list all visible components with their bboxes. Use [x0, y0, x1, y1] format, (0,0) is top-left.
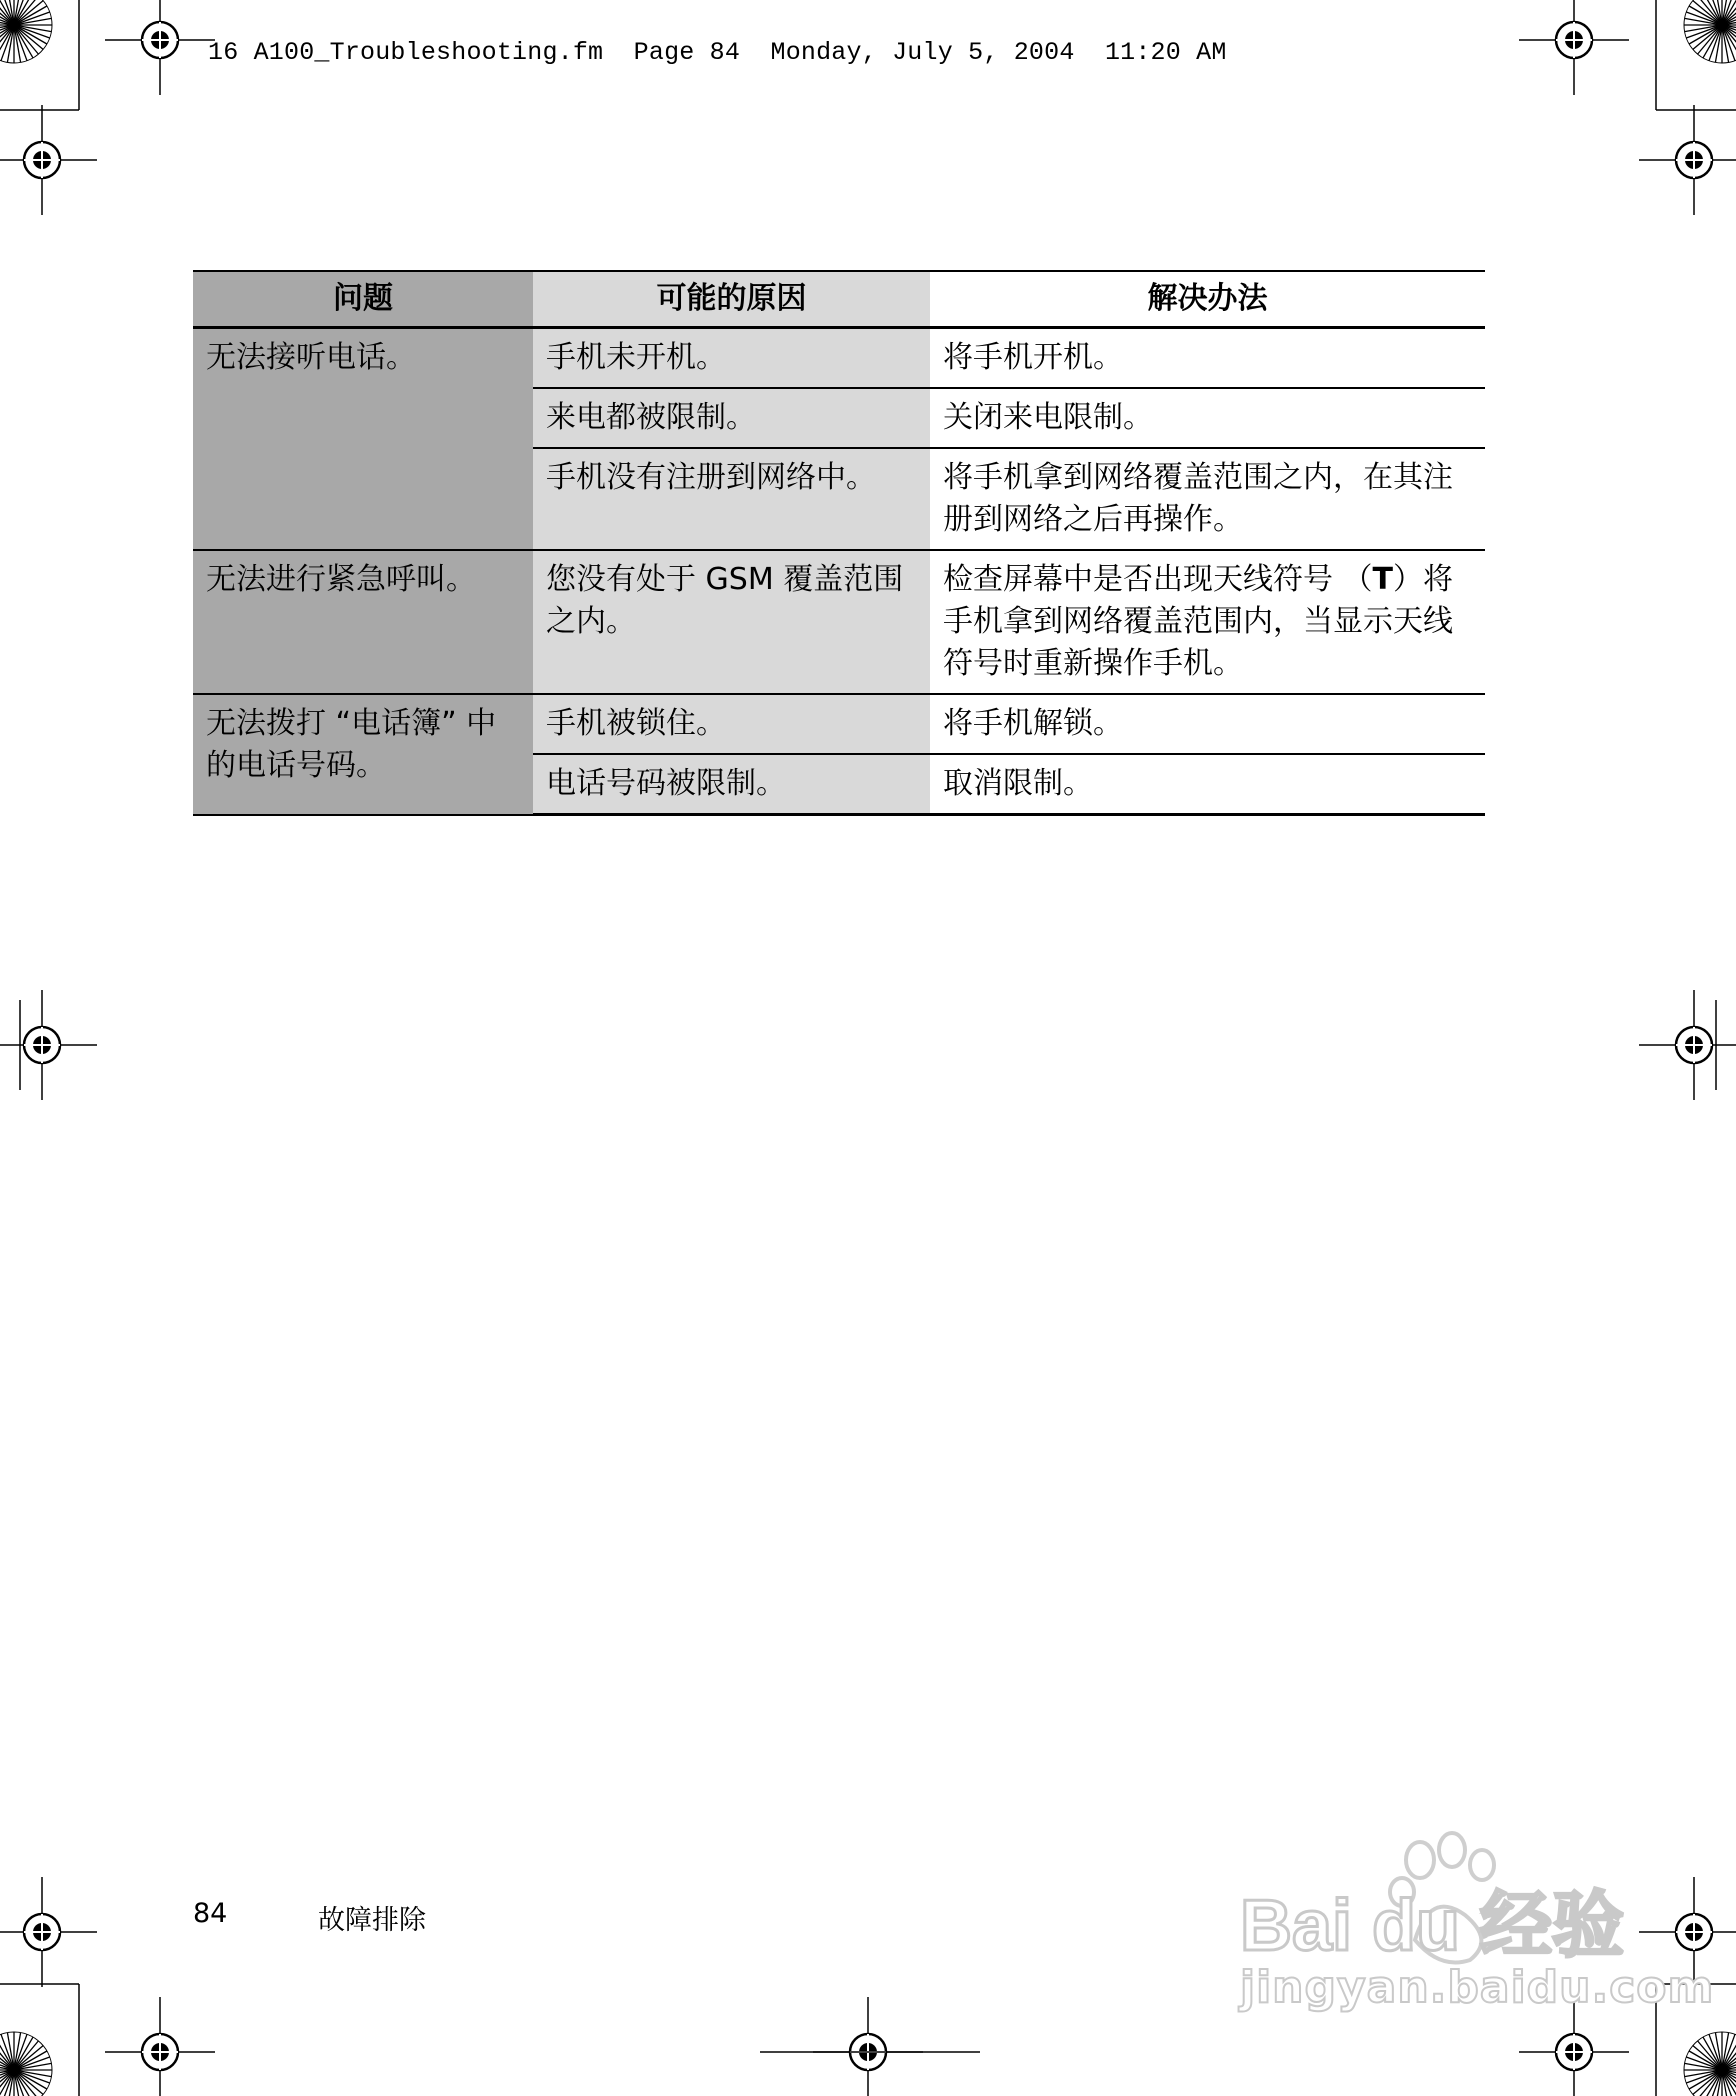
troubleshooting-table: [193, 270, 1485, 816]
watermark-url: jingyan.baidu.com: [1240, 1962, 1715, 2013]
table-header-row: [193, 271, 1485, 328]
header-cause: 可能的原因: [533, 271, 930, 328]
starburst-target: [1684, 0, 1736, 63]
solution-text: ）将手机拿到网络覆盖范围内，当显示天线符号时重新操作手机。: [943, 562, 1454, 681]
cause-cell: 手机没有注册到网络中。: [533, 448, 930, 550]
registration-mark: [1639, 990, 1736, 1100]
problem-cell: 无法接听电话。: [193, 328, 533, 551]
page-number: 84: [193, 1898, 228, 1929]
registration-mark: [813, 1997, 923, 2096]
solution-cell: 将手机拿到网络覆盖范围之内，在其注册到网络之后再操作。: [930, 448, 1485, 550]
cause-cell: 手机未开机。: [533, 328, 930, 389]
cause-cell: 手机被锁住。: [533, 694, 930, 754]
problem-cell: 无法进行紧急呼叫。: [193, 550, 533, 694]
registration-mark: [105, 0, 215, 95]
antenna-icon: T: [1372, 562, 1394, 597]
starburst-target: [0, 0, 52, 63]
registration-mark: [0, 990, 97, 1100]
table-row: [193, 550, 1485, 694]
print-header: 16 A100_Troubleshooting.fm Page 84 Monday, July 5, 2004 11:20 AM: [208, 38, 1227, 67]
solution-text: 检查屏幕中是否出现天线符号 （: [943, 562, 1373, 597]
registration-mark: [0, 105, 97, 215]
registration-mark: [1639, 105, 1736, 215]
problem-cell: 无法拨打 “电话簿” 中的电话号码。: [193, 694, 533, 815]
cause-cell: 电话号码被限制。: [533, 754, 930, 815]
registration-mark: [1519, 0, 1629, 95]
watermark-logo-text: Bai du 经验: [1240, 1886, 1625, 1966]
solution-cell: [930, 550, 1485, 694]
header-solution: 解决办法: [930, 271, 1485, 328]
cause-cell: 您没有处于 GSM 覆盖范围之内。: [533, 550, 930, 694]
table-row: [193, 694, 1485, 754]
starburst-target: [0, 2032, 52, 2096]
starburst-target: [1684, 2032, 1736, 2096]
solution-cell: 取消限制。: [930, 754, 1485, 815]
registration-mark: [105, 1997, 215, 2096]
table-row: [193, 328, 1485, 389]
section-title: 故障排除: [318, 1905, 426, 1936]
registration-mark: [0, 1877, 97, 1987]
header-problem: 问题: [193, 271, 533, 328]
cause-cell: 来电都被限制。: [533, 388, 930, 448]
solution-cell: 关闭来电限制。: [930, 388, 1485, 448]
solution-cell: 将手机开机。: [930, 328, 1485, 389]
solution-cell: 将手机解锁。: [930, 694, 1485, 754]
